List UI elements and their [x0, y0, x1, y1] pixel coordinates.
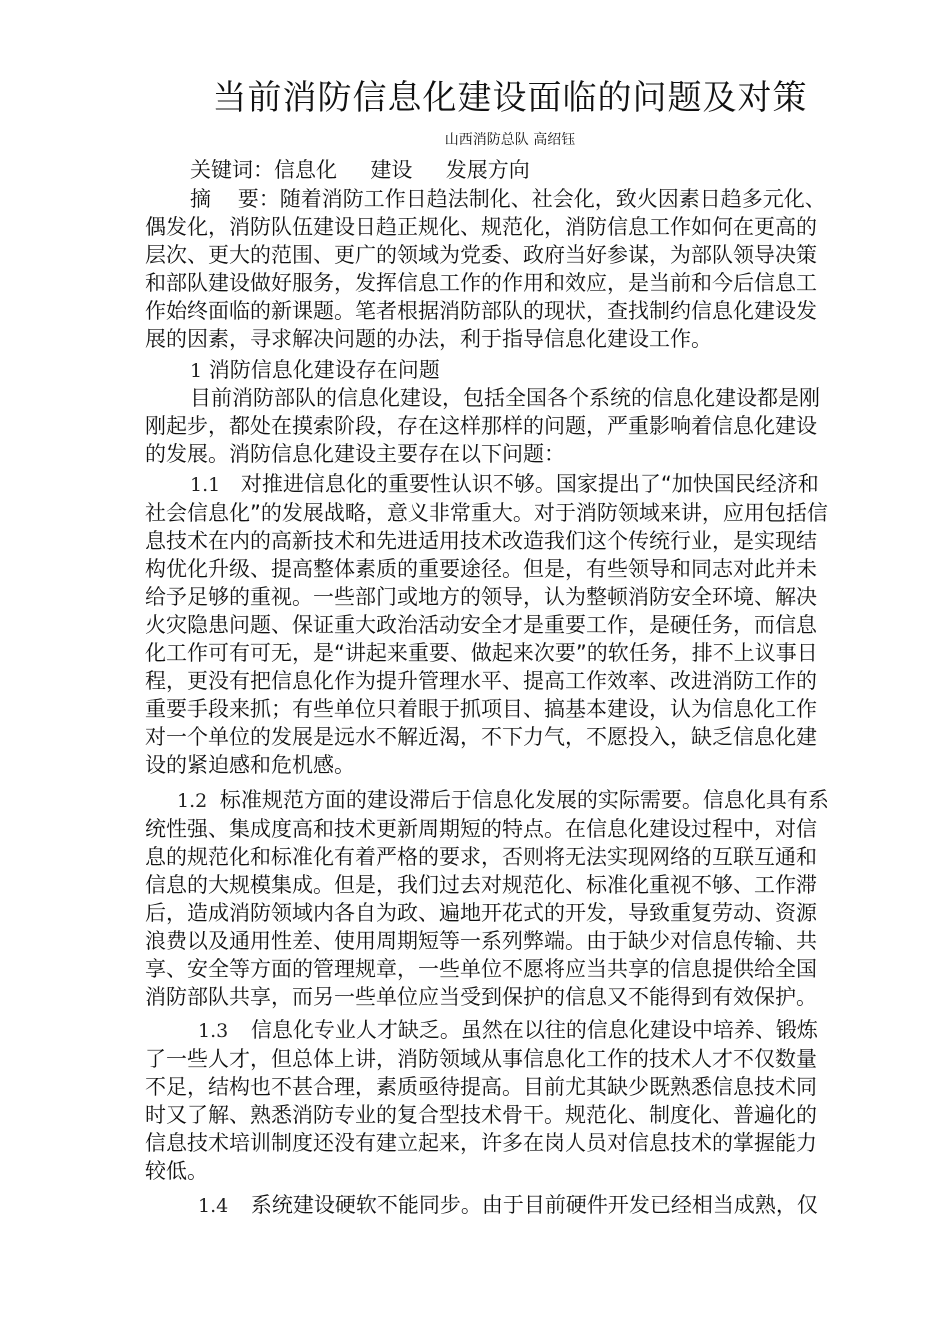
paragraph-line: 较低。 — [145, 1159, 208, 1183]
paragraph-line: 不足，结构也不甚合理，素质亟待提高。目前尤其缺少既熟悉信息技术同 — [145, 1075, 817, 1099]
subsection-text: 对推进信息化的重要性认识不够。国家提出了“加快国民经济和 — [240, 472, 819, 496]
paragraph-line: 息技术在内的高新技术和先进适用技术改造我们这个传统行业，是实现结 — [145, 529, 817, 553]
paragraph-line: 设的紧迫感和危机感。 — [145, 753, 355, 777]
paragraph-line: 信息技术培训制度还没有建立起来，许多在岗人员对信息技术的掌握能力 — [145, 1131, 817, 1155]
paragraph-line: 重要手段来抓；有些单位只着眼于抓项目、搞基本建设，认为信息化工作 — [145, 697, 817, 721]
subsection-number: 1.3 — [198, 1020, 229, 1042]
paragraph-line: 社会信息化”的发展战略，意义非常重大。对于消防领域来讲，应用包括信 — [145, 501, 828, 525]
paragraph-line: 息的规范化和标准化有着严格的要求，否则将无法实现网络的互联互通和 — [145, 845, 817, 869]
paragraph-line: 目前消防部队的信息化建设，包括全国各个系统的信息化建设都是刚 — [190, 386, 820, 410]
paragraph-line: 程，更没有把信息化作为提升管理水平、提高工作效率、改进消防工作的 — [145, 669, 817, 693]
paragraph-line: 刚起步，都处在摸索阶段，存在这样那样的问题，严重影响着信息化建设 — [145, 414, 817, 438]
subsection-text: 信息化专业人才缺乏。虽然在以往的信息化建设中培养、锻炼 — [250, 1018, 818, 1042]
paragraph-line: 给予足够的重视。一些部门或地方的领导，认为整顿消防安全环境、解决 — [145, 585, 817, 609]
paragraph-line: 了一些人才，但总体上讲，消防领域从事信息化工作的技术人才不仅数量 — [145, 1047, 817, 1071]
paragraph-line: 时又了解、熟悉消防专业的复合型技术骨干。规范化、制度化、普遍化的 — [145, 1103, 817, 1127]
paragraph-line: 火灾隐患问题、保证重大政治活动安全才是重要工作，是硬任务，而信息 — [145, 613, 817, 637]
paragraph-line: 享、安全等方面的管理规章，一些单位不愿将应当共享的信息提供给全国 — [145, 957, 817, 981]
document-title: 当前消防信息化建设面临的问题及对策 — [212, 78, 808, 118]
abstract-line: 层次、更大的范围、更广的领域为党委、政府当好参谋，为部队领导决策 — [145, 243, 817, 267]
section-number: 1 — [190, 360, 203, 382]
paragraph-line: 统性强、集成度高和技术更新周期短的特点。在信息化建设过程中，对信 — [145, 817, 817, 841]
paragraph-line: 化工作可有可无，是“讲起来重要、做起来次要”的软任务，排不上议事日 — [145, 641, 818, 665]
paragraph-line: 的发展。消防信息化建设主要存在以下问题： — [145, 442, 565, 466]
abstract-line: 作始终面临的新课题。笔者根据消防部队的现状，查找制约信息化建设发 — [145, 299, 817, 323]
abstract-line: 和部队建设做好服务，发挥信息工作的作用和效应，是当前和今后信息工 — [145, 271, 817, 295]
subsection-first-line — [198, 1191, 818, 1220]
abstract-line: 展的因素，寻求解决问题的办法，利于指导信息化建设工作。 — [145, 327, 712, 351]
subsection-first-line — [177, 786, 829, 815]
subsection-first-line — [190, 470, 819, 499]
paragraph-line: 浪费以及通用性差、使用周期短等一系列弊端。由于缺少对信息传输、共 — [145, 929, 817, 953]
section-heading-text: 消防信息化建设存在问题 — [208, 358, 440, 382]
author-line: 山西消防总队 高绍钰 — [444, 132, 576, 148]
paragraph-line: 对一个单位的发展是远水不解近渴，不下力气，不愿投入，缺乏信息化建 — [145, 725, 817, 749]
abstract-line: 摘 要：随着消防工作日趋法制化、社会化，致火因素日趋多元化、 — [190, 187, 826, 211]
subsection-number: 1.2 — [177, 790, 208, 812]
section-heading — [190, 356, 440, 385]
keywords-line: 关键词：信息化 建设 发展方向 — [190, 158, 530, 182]
paragraph-line: 信息的大规模集成。但是，我们过去对规范化、标准化重视不够、工作滞 — [145, 873, 817, 897]
abstract-line: 偶发化，消防队伍建设日趋正规化、规范化，消防信息工作如何在更高的 — [145, 215, 817, 239]
paragraph-line: 消防部队共享，而另一些单位应当受到保护的信息又不能得到有效保护。 — [145, 985, 817, 1009]
subsection-text: 标准规范方面的建设滞后于信息化发展的实际需要。信息化具有系 — [219, 788, 829, 812]
paragraph-line: 构优化升级、提高整体素质的重要途径。但是，有些领导和同志对此并未 — [145, 557, 817, 581]
subsection-number: 1.4 — [198, 1195, 229, 1217]
subsection-first-line — [198, 1016, 818, 1045]
subsection-number: 1.1 — [190, 474, 221, 496]
paragraph-line: 后，造成消防领域内各自为政、遍地开花式的开发，导致重复劳动、资源 — [145, 901, 817, 925]
subsection-text: 系统建设硬软不能同步。由于目前硬件开发已经相当成熟，仅 — [250, 1193, 818, 1217]
